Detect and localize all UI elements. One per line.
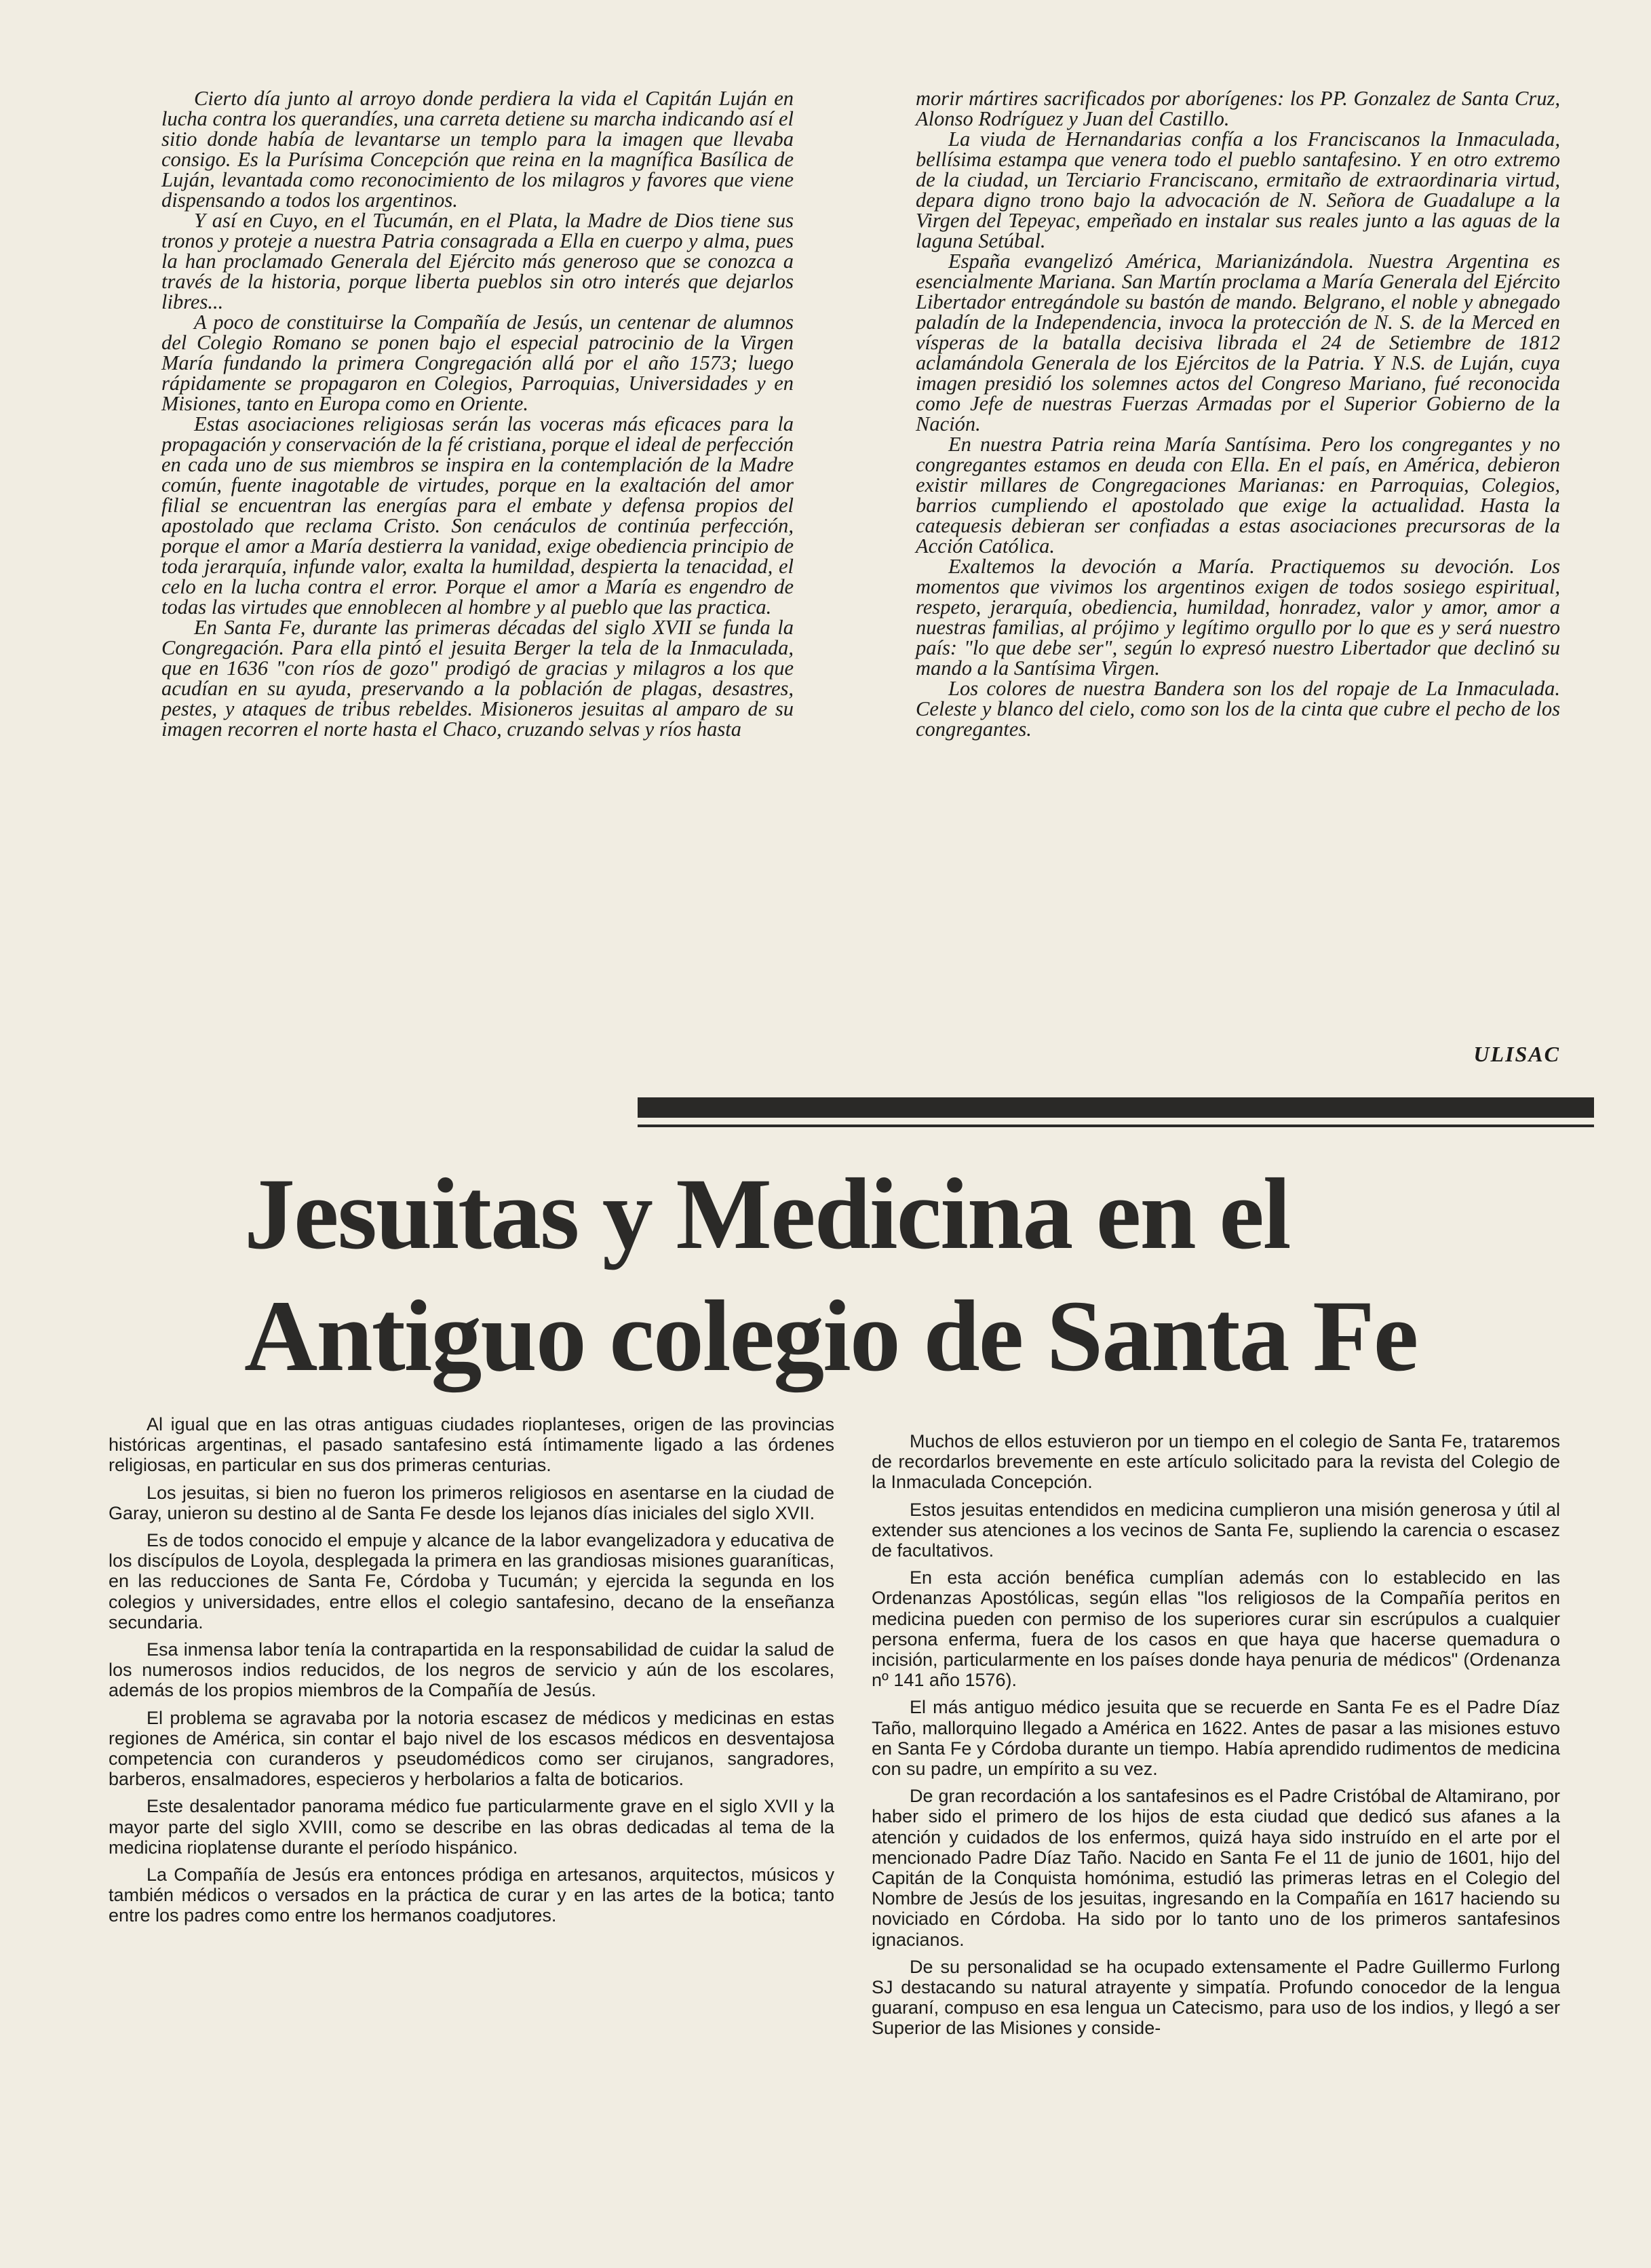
paragraph: morir mártires sacrificados por aborígenes: los PP. Gonzalez de Santa Cruz, Alonso Rodríguez y Juan del Castillo. (916, 87, 1560, 130)
paragraph: España evangelizó América, Marianizándola. Nuestra Argentina es esencialmente Mariana. San Martín proclama a María Generala del Ejército Libertador entregándole su bastón de mando. Belgrano, el noble y abnegado paladín de la Independencia, invoca la protección de N. S. de la Merced en vísperas de la batalla decisiva librada el 24 de Setiembre de 1812 aclamándola Generala de los Ejércitos de la Patria. Y N.S. de Luján, cuya imagen presidió los solemnes actos del Congreso Mariano, fué reconocida como Jefe de nuestras Fuerzas Armadas por el Superior Gobierno de la Nación. (916, 250, 1560, 435)
paragraph: De gran recordación a los santafesinos es el Padre Cristóbal de Altamirano, por haber sido el primero de los hijos de esta ciudad que dedicó sus afanes a la atención y cuidados de los enfermos, quizá haya sido instruído en el arte por el mencionado Padre Díaz Taño. Nacido en Santa Fe el 11 de junio de 1601, hijo del Capitán de la Conquista homónima, estudió las primeras letras en el Colegio del Nombre de Jesús de los jesuitas, ingresando en la Compañía en 1617 haciendo su noviciado en Córdoba. Ha sido por lo tanto uno de los primeros santafesinos ignacianos. (872, 1786, 1560, 1950)
paragraph: En Santa Fe, durante las primeras décadas del siglo XVII se funda la Congregación. Para ella pintó el jesuita Berger la tela de la Inmaculada, que en 1636 "con ríos de gozo" prodigó de gracias y milagros a los que acudían en su ayuda, preservando a la población de plagas, desastres, pestes, y ataques de tribus rebeldes. Misioneros jesuitas al amparo de su imagen recorren el norte hasta el Chaco, cruzando selvas y ríos hasta (161, 616, 794, 741)
headline-line-2: Antiguo colegio de Santa Fe (244, 1280, 1418, 1392)
paragraph: Los colores de nuestra Bandera son los del ropaje de La Inmaculada. Celeste y blanco del cielo, como son los de la cinta que cubre el pecho de los congregantes. (916, 677, 1560, 741)
paragraph: Este desalentador panorama médico fue particularmente grave en el siglo XVII y la mayor parte del siglo XVIII, como se describe en las obras dedicadas al tema de la medicina rioplatense durante el período hispánico. (109, 1796, 834, 1858)
paragraph: Es de todos conocido el empuje y alcance de la labor evangelizadora y educativa de los discípulos de Loyola, desplegada la primera en las grandiosas misiones guaraníticas, en las reducciones de Santa Fe, Córdoba y Tucumán; y ejercida la segunda en los colegios y universidades, entre ellos el colegio santafesino, decano de la enseñanza secundaria. (109, 1530, 834, 1632)
paragraph: La Compañía de Jesús era entonces pródiga en artesanos, arquitectos, músicos y también médicos o versados en la práctica de curar y en las artes de la botica; tanto entre los padres como entre los hermanos coadjutores. (109, 1864, 834, 1926)
paragraph: Estos jesuitas entendidos en medicina cumplieron una misión generosa y útil al extender sus atenciones a los vecinos de Santa Fe, supliendo la carencia o escasez de facultativos. (872, 1499, 1560, 1561)
paragraph: Los jesuitas, si bien no fueron los primeros religiosos en asentarse en la ciudad de Garay, unieron su destino al de Santa Fe desde los lejanos días iniciales del siglo XVII. (109, 1482, 834, 1523)
medicine-article-right-column (872, 1431, 1560, 2046)
paragraph: En nuestra Patria reina María Santísima. Pero los congregantes y no congregantes estamos en deuda con Ella. En el país, en América, debieron existir millares de Congregaciones Marianas: en Parroquias, Colegios, barrios cumpliendo el apostolado que exige la actualidad. Hasta la catequesis debieran ser confiadas a estas asociaciones precursoras de la Acción Católica. (916, 433, 1560, 558)
paragraph: De su personalidad se ha ocupado extensamente el Padre Guillermo Furlong SJ destacando su natural atrayente y simpatía. Profundo conocedor de la lengua guaraní, compuso en esa lengua un Catecismo, para uso de los indios, y llegó a ser Superior de las Misiones y conside- (872, 1956, 1560, 2039)
marian-article-left-column (161, 88, 794, 739)
paragraph: La viuda de Hernandarias confía a los Franciscanos la Inmaculada, bellísima estampa que venera todo el pueblo santafesino. Y en otro extremo de la ciudad, un Terciario Franciscano, ermitaño de extraordinaria virtud, depara digno trono bajo la advocación de N. Señora de Guadalupe a la Virgen del Tepeyac, empeñado en instalar sus reales junto a las aguas de la laguna Setúbal. (916, 128, 1560, 252)
marian-article-right-column (916, 88, 1560, 739)
paragraph: Estas asociaciones religiosas serán las voceras más eficaces para la propagación y conservación de la fé cristiana, porque el ideal de perfección en cada uno de sus miembros se inspira en la contemplación de la Madre común, fuente inagotable de virtudes, porque en la exaltación del amor filial se encuentran las energías para el embate y defensa propios del apostolado que reclama Cristo. Son cenáculos de continúa perfección, porque el amor a María destierra la vanidad, exige obediencia principio de toda jerarquía, infunde valor, exalta la humildad, despierta la tenacidad, el celo en la lucha contra el error. Porque el amor a María es engendro de todas las virtudes que ennoblecen al hombre y al pueblo que las practica. (161, 412, 794, 619)
headline-line-1: Jesuitas y Medicina en el (244, 1158, 1290, 1270)
article-headline (244, 1153, 1635, 1397)
paragraph: A poco de constituirse la Compañía de Jesús, un centenar de alumnos del Colegio Romano se ponen bajo el especial patrocinio de la Virgen María fundando la primera Congregación allá por el año 1573; luego rápidamente se propagaron en Colegios, Parroquias, Universidades y en Misiones, tanto en Europa como en Oriente. (161, 311, 794, 415)
paragraph: Al igual que en las otras antiguas ciudades rioplanteses, origen de las provincias históricas argentinas, el pasado santafesino está íntimamente ligado a las órdenes religiosas, en particular en sus dos primeras centurias. (109, 1414, 834, 1476)
paragraph: Y así en Cuyo, en el Tucumán, en el Plata, la Madre de Dios tiene sus tronos y proteje a nuestra Patria consagrada a Ella en cuerpo y alma, pues la han proclamado Generala del Ejército más generoso que se conozca a través de la historia, porque liberta pueblos sin otro interés que dejarlos libres... (161, 209, 794, 313)
paragraph: Cierto día junto al arroyo donde perdiera la vida el Capitán Luján en lucha contra los querandíes, una carreta detiene su marcha indicando así el sitio donde había de levantarse un templo para la imagen que llevaba consigo. Es la Purísima Concepción que reina en la magnífica Basílica de Luján, levantada como reconocimiento de los milagros y favores que viene dispensando a todos los argentinos. (161, 87, 794, 212)
paragraph: El más antiguo médico jesuita que se recuerde en Santa Fe es el Padre Díaz Taño, mallorquino llegado a América en 1622. Antes de pasar a las misiones estuvo en Santa Fe y Córdoba durante un tiempo. Había aprendido rudimentos de medicina con su padre, un empírito a su vez. (872, 1697, 1560, 1780)
paragraph: Esa inmensa labor tenía la contrapartida en la responsabilidad de cuidar la salud de los numerosos indios reducidos, de los negros de servicio y aún de los escolares, además de los propios miembros de la Compañía de Jesús. (109, 1639, 834, 1701)
section-divider-thin (638, 1125, 1594, 1127)
author-signature: ULISAC (1473, 1042, 1560, 1066)
paragraph: El problema se agravaba por la notoria escasez de médicos y medicinas en estas regiones de América, sin contar el bajo nivel de los escasos médicos en desventajosa competencia con curanderos y pseudomédicos como ser cirujanos, sangradores, barberos, ensalmadores, especieros y herbolarios a falta de boticarios. (109, 1707, 834, 1790)
section-divider-thick (638, 1097, 1594, 1118)
paragraph: Exaltemos la devoción a María. Practiquemos su devoción. Los momentos que vivimos los argentinos exigen de todos sosiego espiritual, respeto, jerarquía, obediencia, humildad, honradez, valor y amor, amor a nuestras familias, al prójimo y legítimo orgullo por lo que es y será nuestro país: "lo que debe ser", según lo expresó nuestro Libertador que declinó su mando a la Santísima Virgen. (916, 555, 1560, 680)
paragraph: En esta acción benéfica cumplían además con lo establecido en las Ordenanzas Apostólicas, según ellas "los religiosos de la Compañía peritos en medicina pueden con permiso de los superiores curar sin escrúpulos a cualquier persona enferma, fuera de los casos en que haya que hacerse quemadura o incisión, particularmente en los países donde haya penuria de médicos" (Ordenanza nº 141 año 1576). (872, 1567, 1560, 1691)
paragraph: Muchos de ellos estuvieron por un tiempo en el colegio de Santa Fe, trataremos de recordarlos brevemente en este artículo solicitado para la revista del Colegio de la Inmaculada Concepción. (872, 1431, 1560, 1493)
medicine-article-left-column (109, 1414, 834, 1933)
